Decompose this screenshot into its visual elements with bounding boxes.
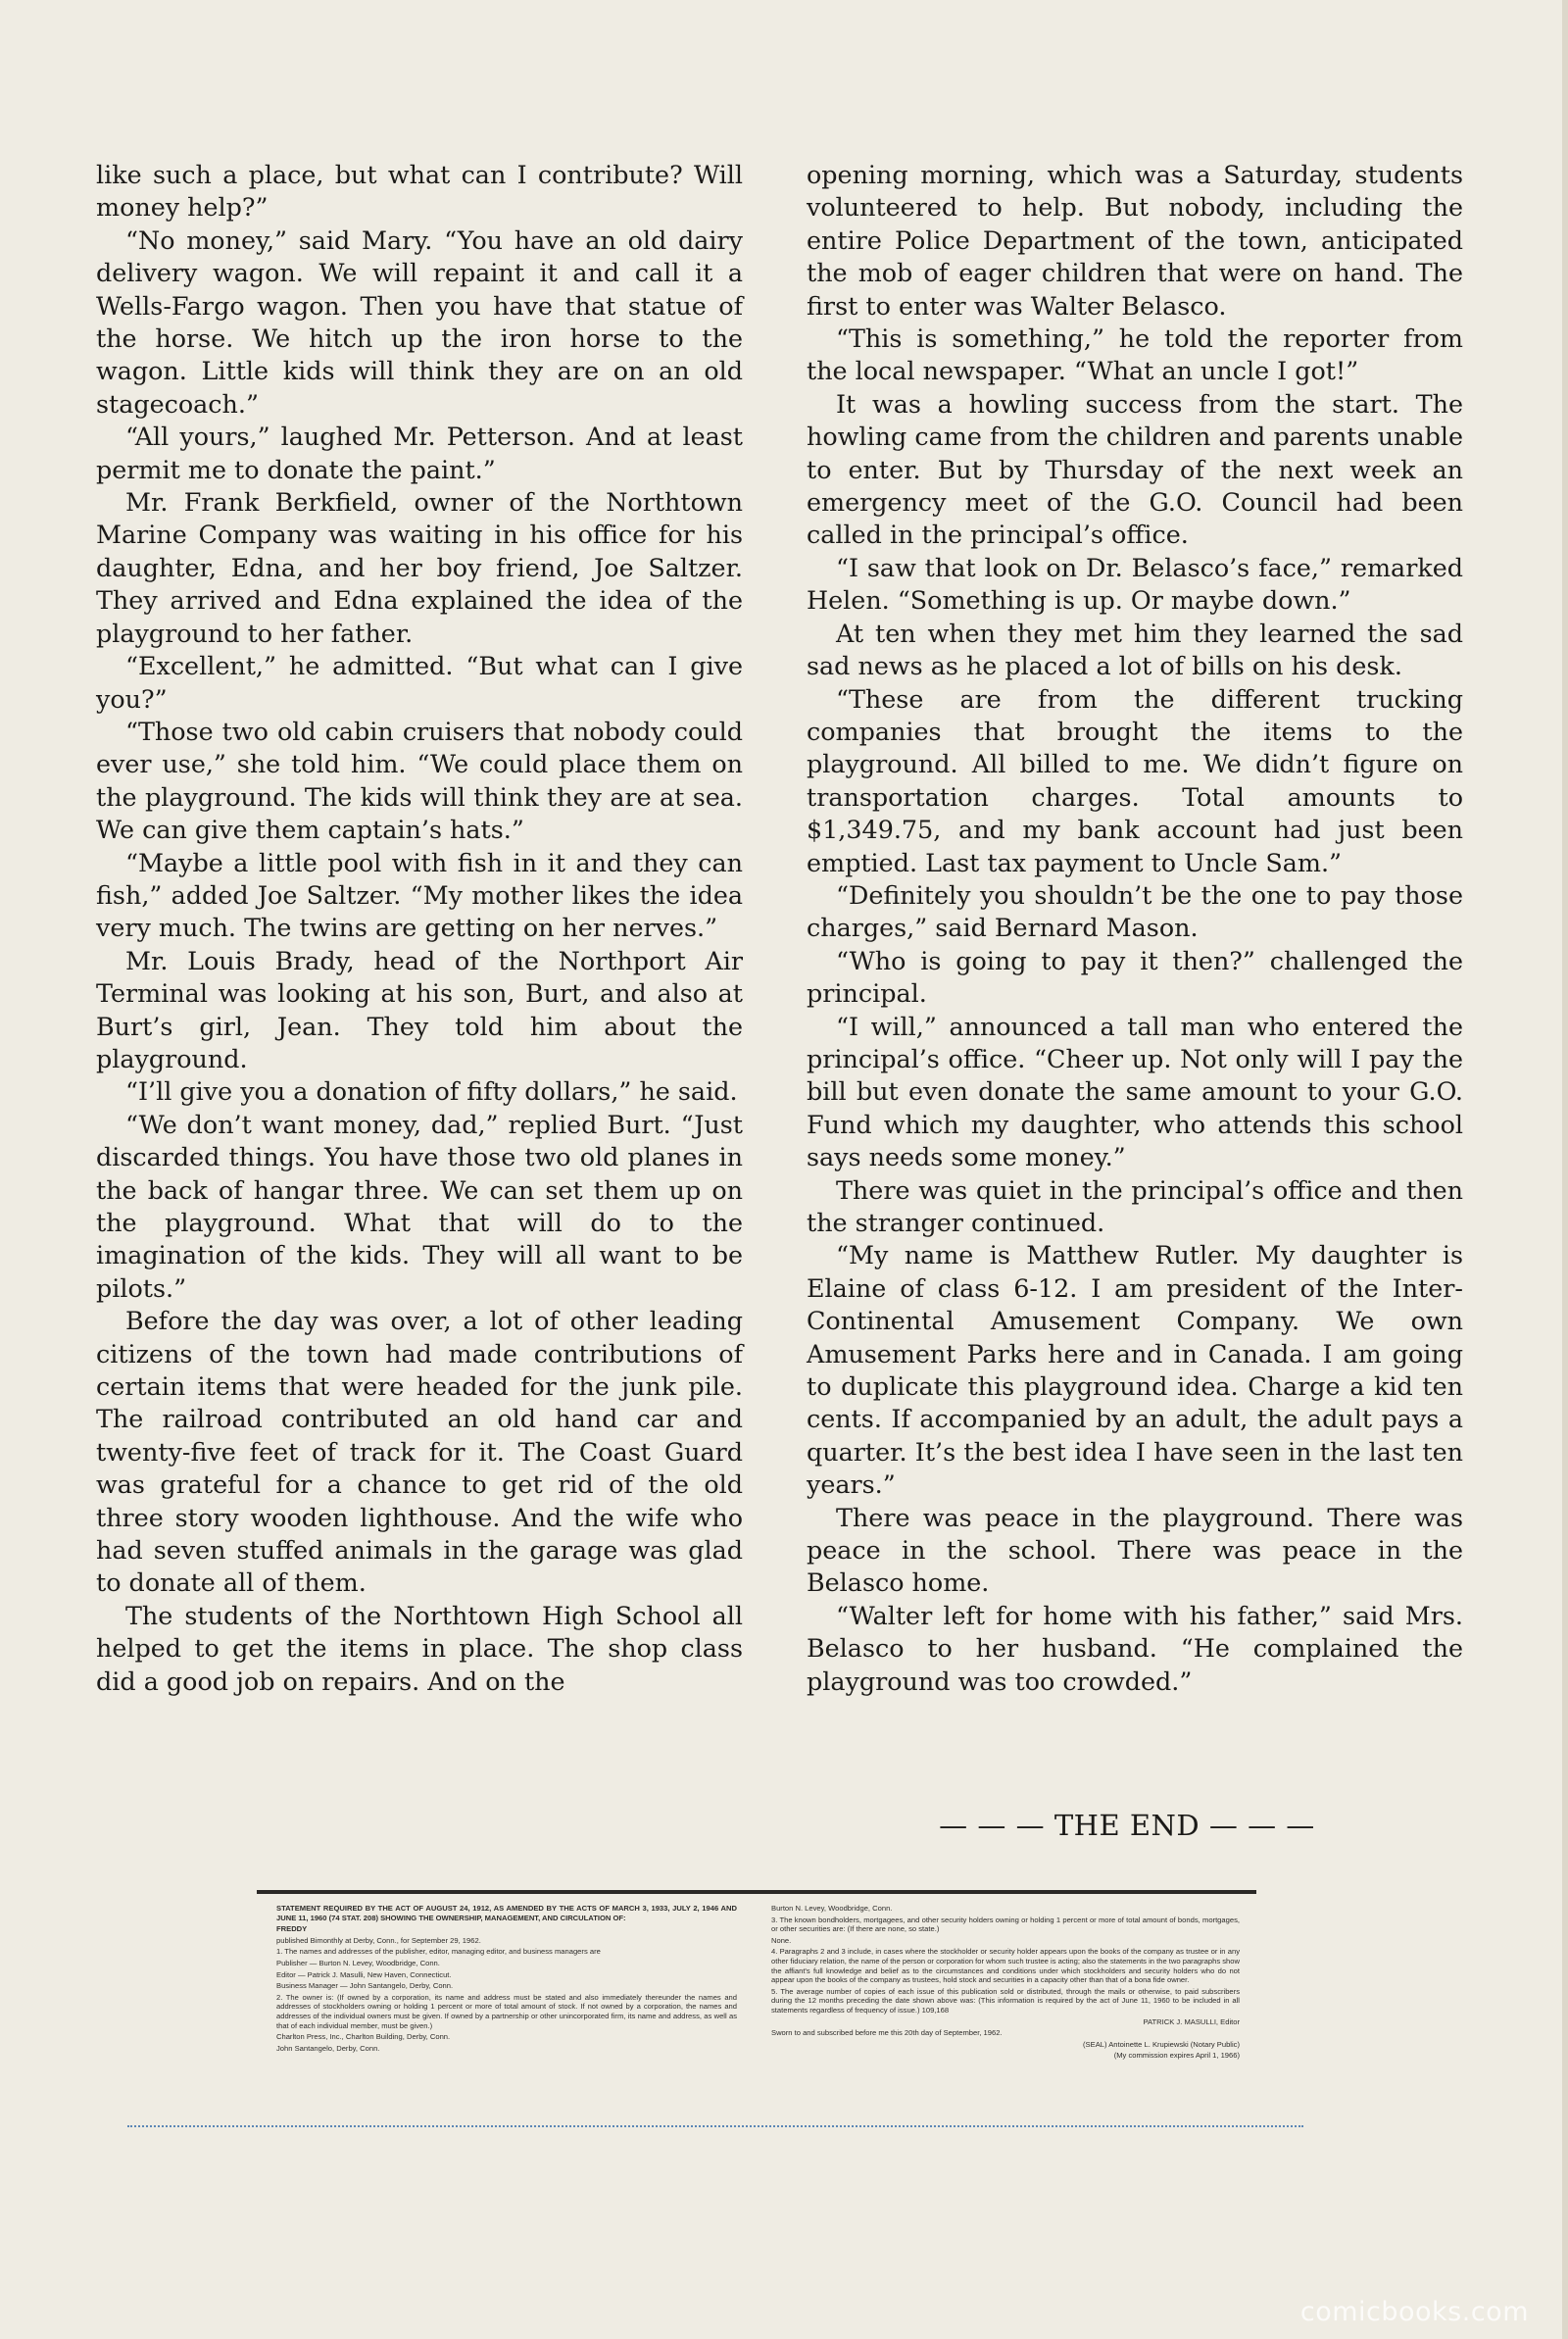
story-paragraph: “Those two old cabin cruisers that nobody could ever use,” she told him. “We could place them on the playground. The kids will think they are at sea. We can give them captain’s hats.” — [96, 716, 743, 845]
story-paragraph: Mr. Louis Brady, head of the Northport Air Terminal was looking at his son, Burt, and also at Burt’s girl, Jean. They told him about the playground. — [96, 945, 743, 1073]
story-paragraph: “Maybe a little pool with fish in it and they can fish,” added Joe Saltzer. “My mother likes the idea very much. The twins are getting on her nerves.” — [96, 847, 743, 943]
statement-line: None. — [771, 1935, 792, 1945]
story-paragraph: like such a place, but what can I contribute? Will money help?” — [96, 160, 743, 223]
statement-commission: (My commission expires April 1, 1966) — [1113, 2051, 1240, 2061]
statement-line: 5. The average number of copies of each issue of this publication sold or distributed, through the mails or otherwise, to paid subscribers during the 12 months preceding the date shown above was: (This information is required by the act of June 11, 1960 to be included in all statements regardless of frequency of issue.) 109,168 — [771, 1986, 1240, 2015]
statement-line: 1. The names and addresses of the publisher, editor, managing editor, and business managers are — [276, 1947, 601, 1957]
statement-line: Burton N. Levey, Woodbridge, Conn. — [771, 1904, 893, 1913]
statement-notary: (SEAL) Antoinette L. Krupiewski (Notary Public) — [1083, 2039, 1240, 2049]
decorative-dotted-line — [127, 2125, 1303, 2129]
story-paragraph: “This is something,” he told the reporter from the local newspaper. “What an uncle I got!” — [807, 323, 1463, 386]
story-paragraph: “Definitely you shouldn’t be the one to pay those charges,” said Bernard Mason. — [807, 879, 1463, 943]
statement-right-column — [771, 1904, 1240, 2063]
story-paragraph: At ten when they met him they learned the sad sad news as he placed a lot of bills on his desk. — [807, 618, 1463, 681]
story-paragraph: The students of the Northtown High School all helped to get the items in place. The shop class did a good job on repairs. And on the — [96, 1600, 743, 1696]
story-left-column — [96, 159, 743, 1698]
statement-line: 4. Paragraphs 2 and 3 include, in cases where the stockholder or security holder appears upon the books of the company as trustee or in any other fiduciary relation, the name of the person or corporation for whom such trustee is acting; also the statements in the two paragraphs show the affiant's full knowledge and belief as to the circumstances and conditions under which stockholders and security holders who do not appear upon the books of the company as trustees, hold stock and securities in a capacity other than that of a bona fide owner. — [771, 1947, 1240, 1985]
story-paragraph: “Excellent,” he admitted. “But what can I give you?” — [96, 651, 743, 714]
story-paragraph: There was peace in the playground. There was peace in the school. There was peace in the Belasco home. — [807, 1502, 1463, 1598]
story-right-column — [807, 159, 1463, 1698]
ownership-statement — [257, 1890, 1256, 2144]
the-end-label: — — — THE END — — — — [939, 1809, 1315, 1842]
statement-line: published Bimonthly at Derby, Conn., for September 29, 1962. — [276, 1935, 481, 1945]
page-edge — [1562, 0, 1568, 2339]
story-paragraph: “Who is going to pay it then?” challenged the principal. — [807, 945, 1463, 1009]
statement-line: Publisher — Burton N. Levey, Woodbridge, Conn. — [276, 1958, 440, 1967]
story-paragraph: opening morning, which was a Saturday, students volunteered to help. But nobody, including the entire Police Department of the town, anticipated the mob of eager children that were on hand. The first to enter was Walter Belasco. — [807, 160, 1463, 321]
statement-line: 2. The owner is: (If owned by a corporation, its name and address must be stated and also immediately thereunder the names and addresses of stockholders owning or holding 1 percent or more of total amount of stock. If not owned by a corporation, the names and addresses of the individual owners must be given. If owned by a partnership or other unincorporated firm, its name and address, as well as that of each individual member, must be given.) — [276, 1992, 737, 2030]
statement-signature: PATRICK J. MASULLI, Editor — [1143, 2016, 1240, 2026]
statement-line: Sworn to and subscribed before me this 20th day of September, 1962. — [771, 2028, 1003, 2038]
statement-line: Business Manager — John Santangelo, Derby, Conn. — [276, 1981, 454, 1991]
statement-left-column — [276, 1904, 737, 2055]
statement-line: Charlton Press, Inc., Charlton Building, Derby, Conn. — [276, 2032, 451, 2042]
statement-heading: STATEMENT REQUIRED BY THE ACT OF AUGUST 24, 1912, AS AMENDED BY THE ACTS OF MARCH 3, 1933, JULY 2, 1946 AND JUNE 11, 1960 (74 STAT. 208) SHOWING THE OWNERSHIP, MANAGEMENT, AND CIRCULATION OF: — [276, 1904, 737, 1922]
story-paragraph: “All yours,” laughed Mr. Petterson. And at least permit me to donate the paint.” — [96, 422, 743, 484]
statement-line: John Santangelo, Derby, Conn. — [276, 2043, 380, 2053]
statement-line: Editor — Patrick J. Masulli, New Haven, Connecticut. — [276, 1969, 452, 1979]
statement-publication-name: FREDDY — [276, 1924, 308, 1934]
statement-line: 3. The known bondholders, mortgagees, and other security holders owning or holding 1 percent or more of total amount of bonds, mortgages, or other securities are: (If there are none, so state.) — [771, 1915, 1240, 1934]
story-paragraph: “We don’t want money, dad,” replied Burt. “Just discarded things. You have those two old planes in the back of hangar three. We can set them up on the playground. What that will do to the imagination of the kids. They will all want to be pilots.” — [96, 1109, 743, 1303]
story-paragraph: “I saw that look on Dr. Belasco’s face,” remarked Helen. “Something is up. Or maybe down.” — [807, 552, 1463, 616]
story-paragraph: “My name is Matthew Rutler. My daughter is Elaine of class 6-12. I am president of the Inter-Continental Amusement Company. We own Amusement Parks here and in Canada. I am going to duplicate this playground idea. Charge a kid ten cents. If accompanied by an adult, the adult pays a quarter. It’s the best idea I have seen in the last ten years.” — [807, 1240, 1463, 1500]
story-paragraph: “I will,” announced a tall man who entered the principal’s office. “Cheer up. Not only will I pay the bill but even donate the same amount to your G.O. Fund which my daughter, who attends this school says needs some money.” — [807, 1011, 1463, 1172]
story-paragraph: Mr. Frank Berkfield, owner of the Northtown Marine Company was waiting in his office for his daughter, Edna, and her boy friend, Joe Saltzer. They arrived and Edna explained the idea of the playground to her father. — [96, 487, 743, 648]
watermark-text: comicbooks.com — [1299, 2297, 1529, 2327]
story-paragraph: There was quiet in the principal’s office and then the stranger continued. — [807, 1174, 1463, 1237]
story-paragraph: Before the day was over, a lot of other leading citizens of the town had made contributions of certain items that were headed for the junk pile. The railroad contributed an old hand car and twenty-five feet of track for it. The Coast Guard was grateful for a chance to get rid of the old three story wooden lighthouse. And the wife who had seven stuffed animals in the garage was glad to donate all of them. — [96, 1306, 743, 1598]
story-paragraph: “Walter left for home with his father,” said Mrs. Belasco to her husband. “He complained the playground was too crowded.” — [807, 1600, 1463, 1696]
story-paragraph: “I’ll give you a donation of fifty dollars,” he said. — [125, 1076, 738, 1107]
story-paragraph: “These are from the different trucking companies that brought the items to the playground. All billed to me. We didn’t figure on transportation charges. Total amounts to $1,349.75, and my bank account had just been emptied. Last tax payment to Uncle Sam.” — [807, 683, 1463, 877]
story-paragraph: “No money,” said Mary. “You have an old dairy delivery wagon. We will repaint it and call it a Wells-Fargo wagon. Then you have that statue of the horse. We hitch up the iron horse to the wagon. Little kids will think they are on an old stagecoach.” — [96, 224, 743, 419]
story-paragraph: It was a howling success from the start. The howling came from the children and parents unable to enter. But by Thursday of the next week an emergency meet of the G.O. Council had been called in the principal’s office. — [807, 388, 1463, 550]
